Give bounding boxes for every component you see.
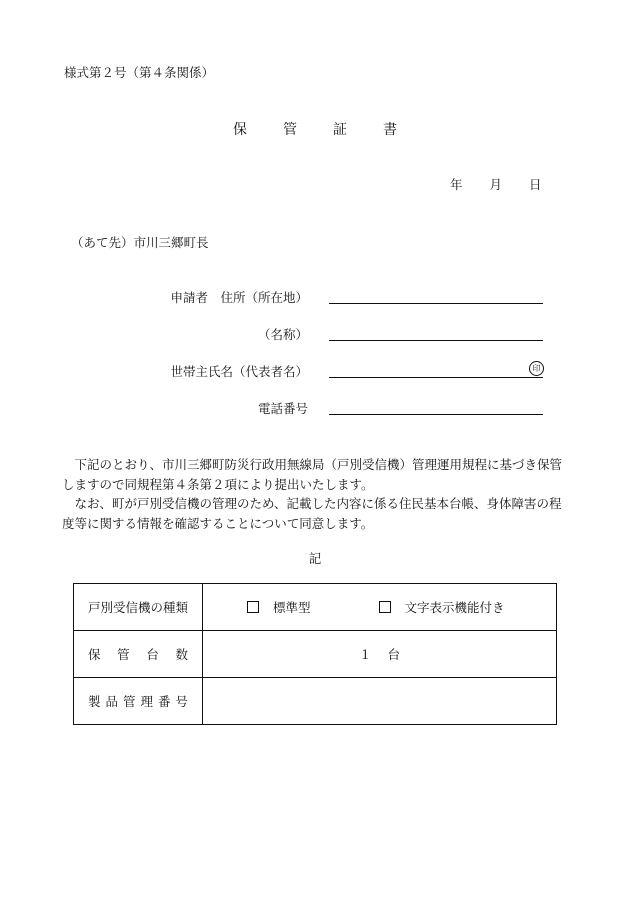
title-char: 書 — [383, 122, 397, 138]
body-paragraph-1: 下記のとおり、市川三郷町防災行政用無線局（戸別受信機）管理運用規程に基づき保管しますので同規程第４条第２項により提出いたします。 — [62, 457, 563, 492]
seal-mark: 印 — [529, 361, 544, 376]
phone-label: 電話番号 — [257, 401, 308, 416]
name-label: （名称） — [257, 327, 308, 342]
receiver-info-table — [73, 583, 557, 725]
label-char: 製 — [88, 694, 101, 709]
count-label — [74, 631, 203, 678]
label-char: 番 — [157, 694, 171, 709]
head-name-input-line[interactable] — [329, 361, 543, 378]
checkbox-icon[interactable] — [247, 601, 259, 613]
label-char: 台 — [146, 647, 159, 662]
type-option-standard[interactable] — [247, 598, 311, 616]
table-row — [74, 631, 557, 678]
label-char: 号 — [175, 694, 188, 709]
title-char: 管 — [283, 122, 297, 138]
serial-number-input[interactable] — [203, 678, 557, 725]
head-name-label: 世帯主氏名（代表者名） — [170, 364, 308, 379]
title-char: 保 — [233, 122, 247, 138]
receiver-type-cell — [203, 584, 557, 631]
body-paragraphs — [62, 455, 572, 533]
count-value: １ — [358, 647, 372, 662]
body-paragraph-2: なお、町が戸別受信機の管理のため、記載した内容に係る住民基本台帳、身体障害の程度等に関する情報を確認することについて同意します。 — [62, 496, 562, 531]
date-year-label: 年 — [450, 177, 463, 192]
address-input-line[interactable] — [329, 287, 543, 304]
type-option-label: 標準型 — [273, 600, 311, 615]
count-value-cell — [203, 631, 557, 678]
form-number-label: 様式第２号（第４条関係） — [64, 65, 215, 80]
checkbox-icon[interactable] — [379, 601, 391, 613]
date-month-label: 月 — [489, 177, 503, 192]
type-option-text-display[interactable] — [379, 598, 505, 616]
label-char: 数 — [175, 647, 188, 662]
title-char: 証 — [333, 122, 347, 138]
label-char: 保 — [88, 647, 101, 662]
serial-number-label — [74, 678, 203, 725]
table-row — [74, 678, 557, 725]
ki-heading: 記 — [308, 551, 322, 566]
type-option-label: 文字表示機能付き — [404, 600, 505, 615]
addressee: （あて先）市川三郷町長 — [71, 235, 209, 250]
phone-input-line[interactable] — [329, 398, 543, 415]
receiver-type-label: 戸別受信機の種類 — [74, 584, 203, 631]
label-char: 管 — [122, 694, 136, 709]
count-unit: 台 — [387, 647, 401, 662]
label-char: 理 — [140, 694, 153, 709]
document-title — [0, 119, 630, 139]
table-row — [74, 584, 557, 631]
date-day-label: 日 — [529, 177, 542, 192]
date-line — [450, 175, 569, 193]
label-char: 品 — [105, 694, 118, 709]
name-input-line[interactable] — [329, 324, 543, 341]
label-char: 管 — [117, 647, 130, 662]
applicant-address-label: 申請者 住所（所在地） — [170, 290, 308, 305]
